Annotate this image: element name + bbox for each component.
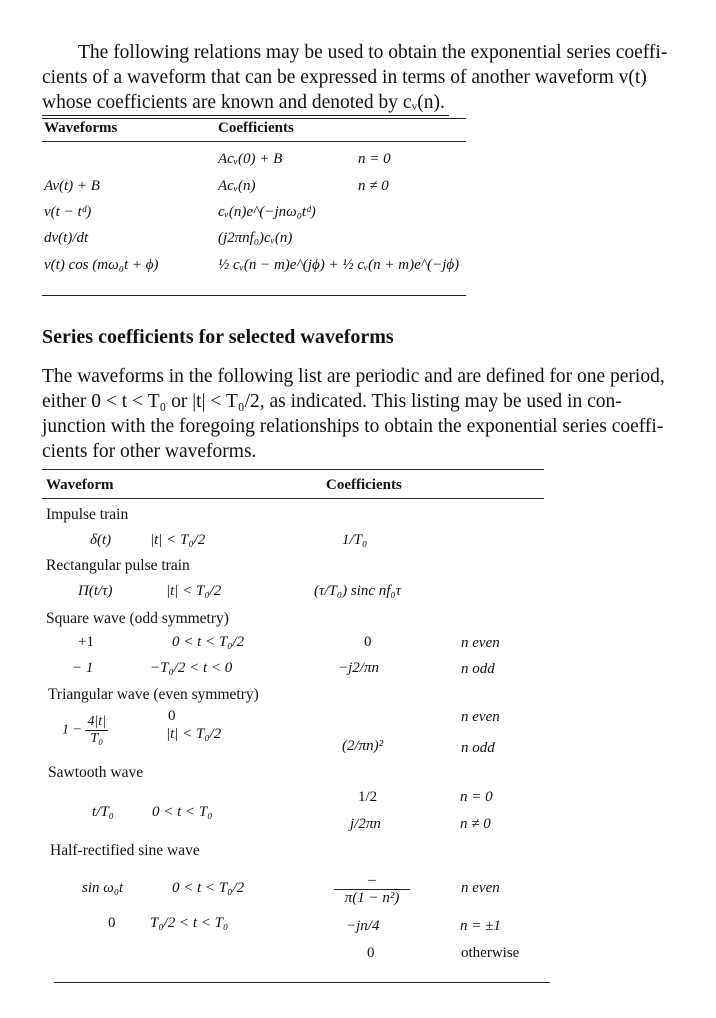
relation-coef: Acᵥ(0) + B: [218, 151, 283, 167]
triangular-expr-prefix: 1 −: [62, 722, 82, 738]
sine-coef-denominator: π(1 − n²): [344, 890, 400, 906]
relation-coef: (j2πnf₀)cᵥ(n): [218, 230, 293, 246]
group-label: Triangular wave (even symmetry): [48, 686, 259, 703]
waveform-cond: n ≠ 0: [460, 816, 491, 832]
intro-line: whose coefficients are known and denoted by cᵥ(n).: [42, 90, 449, 116]
sine-coef-numerator: –: [334, 872, 410, 890]
header-coefficients: Coefficients: [218, 120, 294, 136]
waveform-expr: sin ω₀t: [82, 880, 124, 896]
waveform-cond: n odd: [461, 661, 495, 677]
waveform-expr: − 1: [72, 660, 94, 676]
waveform-coef: (2/πn)²: [342, 738, 384, 754]
intro-paragraph: [42, 40, 706, 116]
waveform-coef: 1/2: [358, 789, 378, 805]
waveform-cond: n = 0: [460, 789, 493, 805]
relation-cond: n ≠ 0: [358, 178, 389, 194]
relation-waveform: v(t) cos (mω₀t + ϕ): [44, 257, 159, 273]
relation-cond: n = 0: [358, 151, 391, 167]
relation-coef: ½ cᵥ(n − m)e^(jϕ) + ½ cᵥ(n + m)e^(−jϕ): [218, 257, 460, 273]
sine-coef-fraction: [334, 872, 410, 907]
triangular-denominator: T₀: [90, 731, 104, 746]
waveform-coef: 0: [364, 634, 372, 650]
waveform-coef-fraction: [334, 872, 410, 907]
waveform-range-top: 0: [168, 708, 176, 724]
header-rule: [42, 141, 466, 142]
waveform-range: 0 < t < T₀: [152, 804, 213, 820]
waveform-cond: n = ±1: [460, 918, 501, 934]
waveform-expr: Π(t/τ): [78, 583, 113, 599]
waveform-range: 0 < t < T₀/2: [172, 880, 245, 896]
relation-coef: Acᵥ(n): [218, 178, 256, 194]
waveform-coef: −jn/4: [346, 918, 380, 934]
header-waveforms: Waveforms: [44, 120, 118, 136]
triangular-fraction: [85, 714, 108, 747]
header-waveform: Waveform: [46, 477, 114, 493]
group-label: Half-rectified sine wave: [50, 842, 200, 859]
waveform-range: |t| < T₀/2: [150, 532, 206, 548]
section-line: The waveforms in the following list are periodic and are defined for one period,: [42, 366, 665, 387]
waveform-range: T₀/2 < t < T₀: [150, 915, 229, 931]
waveform-expr: t/T₀: [92, 804, 114, 820]
waveform-coef: 0: [367, 945, 375, 961]
intro-line: cients of a waveform that can be expressed in terms of another waveform v(t): [42, 67, 647, 88]
section-title: Series coefficients for selected waveforms: [42, 326, 394, 348]
waveform-expr: δ(t): [90, 532, 112, 548]
relation-waveform: dv(t)/dt: [44, 230, 89, 246]
waveform-cond: n even: [461, 635, 500, 651]
table-bottom-rule: [42, 295, 466, 296]
waveform-cond: n odd: [461, 740, 495, 756]
waveform-range: |t| < T₀/2: [166, 726, 222, 742]
waveform-cond: n even: [461, 709, 500, 725]
triangular-numerator: 4|t|: [87, 714, 107, 729]
waveform-coef: j/2πn: [350, 816, 381, 832]
intro-line: The following relations may be used to obtain the exponential series coeffi-: [78, 42, 668, 63]
relation-waveform: v(t − tᵈ): [44, 204, 92, 220]
group-label: Sawtooth wave: [48, 764, 144, 781]
waveform-expr: +1: [78, 634, 94, 650]
waveform-coef: −j2/πn: [338, 660, 379, 676]
waveform-range: |t| < T₀/2: [166, 583, 222, 599]
section-line: cients for other waveforms.: [42, 441, 257, 462]
group-label: Square wave (odd symmetry): [46, 610, 229, 627]
section-paragraph: [42, 364, 706, 464]
relation-waveform: Av(t) + B: [44, 178, 100, 194]
waveform-cond: n even: [461, 880, 500, 896]
waveform-coef: 1/T₀: [342, 532, 368, 548]
waveform-table-top-rule: [42, 469, 544, 470]
waveform-range: −T₀/2 < t < 0: [150, 660, 233, 676]
relation-coef: cᵥ(n)e^(−jnω₀tᵈ): [218, 204, 316, 220]
triangular-expr: [62, 714, 108, 747]
waveform-header-rule: [42, 498, 544, 499]
group-label: Rectangular pulse train: [46, 557, 190, 574]
waveform-cond: otherwise: [461, 945, 520, 961]
table-top-rule: [42, 118, 466, 119]
section-line: junction with the foregoing relationships to obtain the exponential series coeffi-: [42, 416, 664, 437]
header-coefficients-2: Coefficients: [326, 477, 402, 493]
waveform-coef: (τ/T₀) sinc nf₀τ: [314, 583, 401, 599]
group-label: Impulse train: [46, 506, 129, 523]
waveform-expr: 0: [108, 915, 116, 931]
waveform-table-bottom-rule: [54, 982, 550, 983]
section-line: either 0 < t < T₀ or |t| < T₀/2, as indicated. This listing may be used in con-: [42, 391, 622, 412]
waveform-range: 0 < t < T₀/2: [172, 634, 245, 650]
